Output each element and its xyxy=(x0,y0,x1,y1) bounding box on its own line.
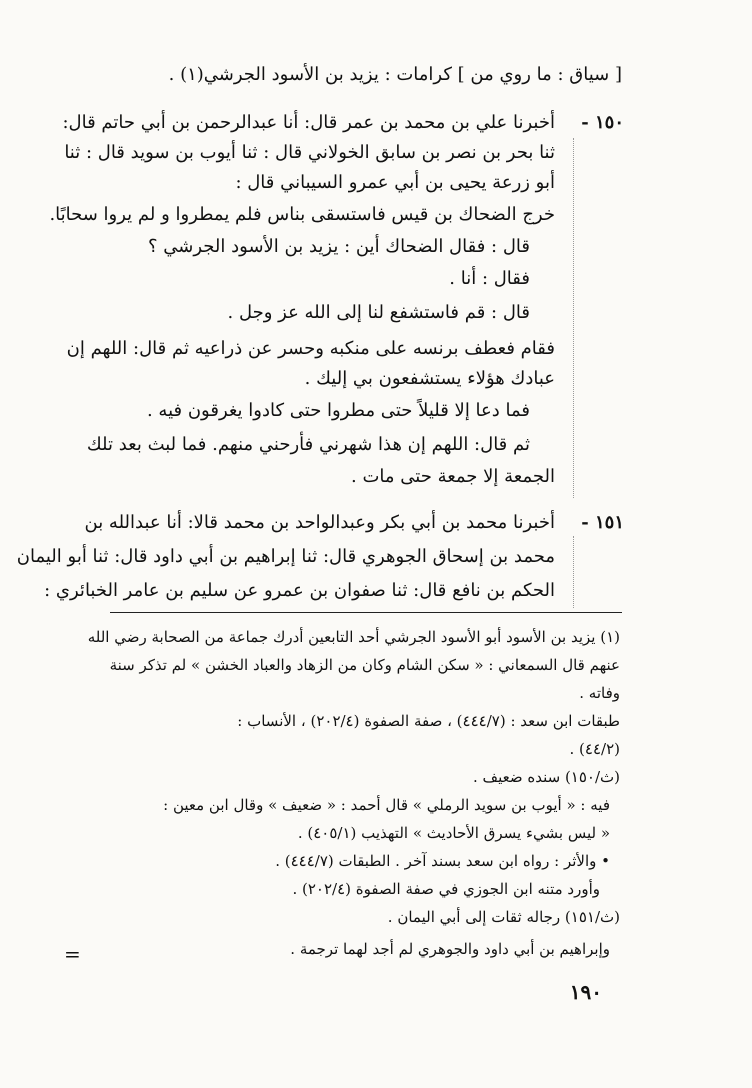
entry-151-margin-line xyxy=(573,536,574,608)
footnote-line: وأورد متنه ابن الجوزي في صفة الصفوة (٢٠٢/٤) . xyxy=(292,880,600,898)
footnote-line: (١) يزيد بن الأسود أبو الأسود الجرشي أحد التابعين أدرك جماعة من الصحابة رضي الله xyxy=(87,628,620,646)
footnote-line: « ليس بشيء يسرق الأحاديث » التهذيب (٤٠٥/١) . xyxy=(297,824,610,842)
footnote-line: عنهم قال السمعاني : « سكن الشام وكان من الزهاد والعباد الخشن » لم تذكر سنة xyxy=(109,656,620,674)
entry-150-line: فما دعا إلا قليلاً حتى مطروا حتى كادوا يغرقون فيه . xyxy=(146,400,530,421)
entry-151-line: الحكم بن نافع قال: ثنا صفوان بن عمرو عن سليم بن عامر الخبائري : xyxy=(44,580,555,601)
entry-150-line: أبو زرعة يحيى بن أبي عمرو السيباني قال : xyxy=(235,172,555,193)
footnote-line: (ث/١٥٠) سنده ضعيف . xyxy=(473,768,620,786)
entry-150-line: الجمعة إلا جمعة حتى مات . xyxy=(351,466,555,487)
footnote-line: (ث/١٥١) رجاله ثقات إلى أبي اليمان . xyxy=(387,908,620,926)
footnote-separator xyxy=(110,612,622,613)
page-number: ١٩٠ xyxy=(569,980,602,1004)
entry-150-line: فقام فعطف برنسه على منكبه وحسر عن ذراعيه ثم قال: اللهم إن xyxy=(66,338,555,359)
entry-150-line: خرج الضحاك بن قيس فاستسقى بناس فلم يمطروا و لم يروا سحابًا. xyxy=(49,204,555,225)
entry-number-150: ١٥٠ - xyxy=(581,112,624,133)
footnote-line: طبقات ابن سعد : (٤٤٤/٧) ، صفة الصفوة (٢٠٢/٤) ، الأنساب : xyxy=(237,712,620,730)
footnote-line: • والأثر : رواه ابن سعد بسند آخر . الطبقات (٤٤٤/٧) . xyxy=(275,852,610,870)
entry-150-line: عبادك هؤلاء يستشفعون بي إليك . xyxy=(304,368,555,389)
entry-151-line: محمد بن إسحاق الجوهري قال: ثنا إبراهيم بن أبي داود قال: ثنا أبو اليمان xyxy=(16,546,555,567)
entry-number-151: ١٥١ - xyxy=(581,512,624,533)
entry-150-line: قال : قم فاستشفع لنا إلى الله عز وجل . xyxy=(227,302,530,323)
footnote-line: فيه : « أيوب بن سويد الرملي » قال أحمد : « ضعيف » وقال ابن معين : xyxy=(163,796,610,814)
entry-150-line: فقال : أنا . xyxy=(449,268,530,289)
continuation-mark: = xyxy=(64,942,81,966)
entry-151-line: أخبرنا محمد بن أبي بكر وعبدالواحد بن محمد قالا: أنا عبدالله بن xyxy=(84,512,555,533)
entry-150-line: قال : فقال الضحاك أين : يزيد بن الأسود الجرشي ؟ xyxy=(148,236,530,257)
entry-150-line: أخبرنا علي بن محمد بن عمر قال: أنا عبدالرحمن بن أبي حاتم قال: xyxy=(62,112,555,133)
entry-150-margin-line xyxy=(573,138,574,498)
footnote-line: وإبراهيم بن أبي داود والجوهري لم أجد لهما ترجمة . xyxy=(290,940,610,958)
footnote-line: (٤٤/٢) . xyxy=(569,740,620,758)
footnote-line: وفاته . xyxy=(579,684,620,702)
entry-150-line: ثنا بحر بن نصر بن سابق الخولاني قال : ثنا أيوب بن سويد قال : ثنا xyxy=(64,142,555,163)
entry-150-line: ثم قال: اللهم إن هذا شهرني فأرحني منهم. فما لبث بعد تلك xyxy=(86,434,530,455)
section-heading: [ سياق : ما روي من ] كرامات : يزيد بن الأسود الجرشي(١) . xyxy=(168,64,622,85)
